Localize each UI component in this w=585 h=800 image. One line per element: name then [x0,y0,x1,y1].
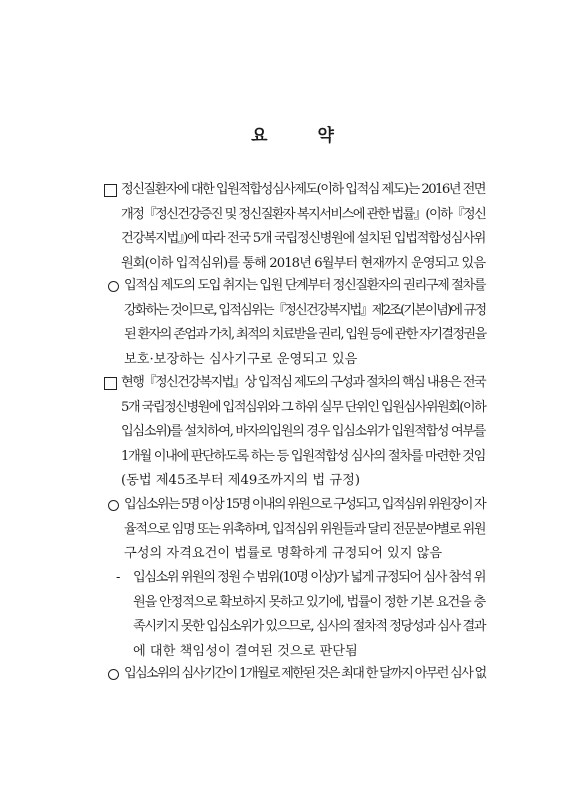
text-line: 에 대한 책임성이 결여된 것으로 판단됨 [133,643,358,659]
square-bullet-icon [104,178,117,207]
text-line: 입적심 제도의 도입 취지는 입원 단계부터 정신질환자의 권리구제 절차를 [124,278,485,293]
text-line: 입심소위의 심사기간이 1개월로 제한된 것은 최대 한 달까지 아무런 심사 없 [124,666,486,681]
paragraph [121,178,485,276]
text-line: 개정『정신건강증진 및 정신질환자 복지서비스에 관한 법률』(이하『정신 [121,206,486,222]
paragraph [124,662,485,687]
circle-bullet-icon [108,493,119,521]
paragraph [124,274,485,372]
text-line: 정신질환자에 대한 입원적합성심사제도(이하 입적심 제도)는 2016년 전면 [121,182,485,197]
text-line: 족시키지 못한 입심소위가 있으므로, 심사의 절차적 정당성과 심사 결과 [133,619,486,635]
dash-bullet-icon: - [116,570,121,585]
text-line: 입심소위는 5명 이상 15명 이내의 위원으로 구성되고, 입적심위 위원장이 자 [124,497,485,512]
square-bullet-icon [104,371,117,400]
page-title: 요 약 [251,126,356,146]
text-line: 현행『정신건강복지법』상 입적심 제도의 구성과 절차의 핵심 내용은 전국 [121,375,485,390]
paragraph [121,371,485,494]
circle-bullet-icon [108,274,119,302]
text-line: 구성의 자격요건이 법률로 명확하게 규정되어 있지 않음 [124,546,443,562]
text-line: 강화하는 것이므로, 입적심위는『정신건강복지법』제2조(기본이념)에 규정 [124,302,486,318]
text-line: 5개 국립정신병원에 입적심위와 그 하위 실무 단위인 입원심사위원회(이하 [121,399,486,415]
text-line: 원회(이하 입적심위)를 통해 2018년 6월부터 현재까지 운영되고 있음 [121,255,486,271]
text-line: 율적으로 임명 또는 위촉하며, 입적심위 위원들과 달리 전문분야별로 위원 [124,521,486,537]
text-line: 건강복지법』)에 따라 전국 5개 국립정신병원에 설치된 입법적합성심사위 [121,231,485,247]
text-line: 원을 안정적으로 확보하지 못하고 있기에, 법률이 정한 기본 요건을 충 [133,594,485,610]
text-line: 보호·보장하는 심사기구로 운영되고 있음 [124,351,358,367]
text-line: (동법 제45조부터 제49조까지의 법 규정) [121,473,360,489]
paragraph [124,493,485,567]
text-line: 된 환자의 존엄과 가치, 최적의 치료받을 권리, 입원 등에 관한 자기결정권을 [124,327,486,343]
text-line: 입심소위 위원의 정원 수 범위(10명 이상)가 넓게 규정되어 심사 참석 위 [133,570,485,585]
text-line: 입심소위)를 설치하여, 바자의입원의 경우 입심소위가 입원적합성 여부를 [121,424,485,440]
text-line: 1개월 이내에 판단하도록 하는 등 입원적합성 심사의 절차를 마련한 것임 [121,448,485,464]
circle-bullet-icon [108,662,119,690]
paragraph [133,566,485,664]
